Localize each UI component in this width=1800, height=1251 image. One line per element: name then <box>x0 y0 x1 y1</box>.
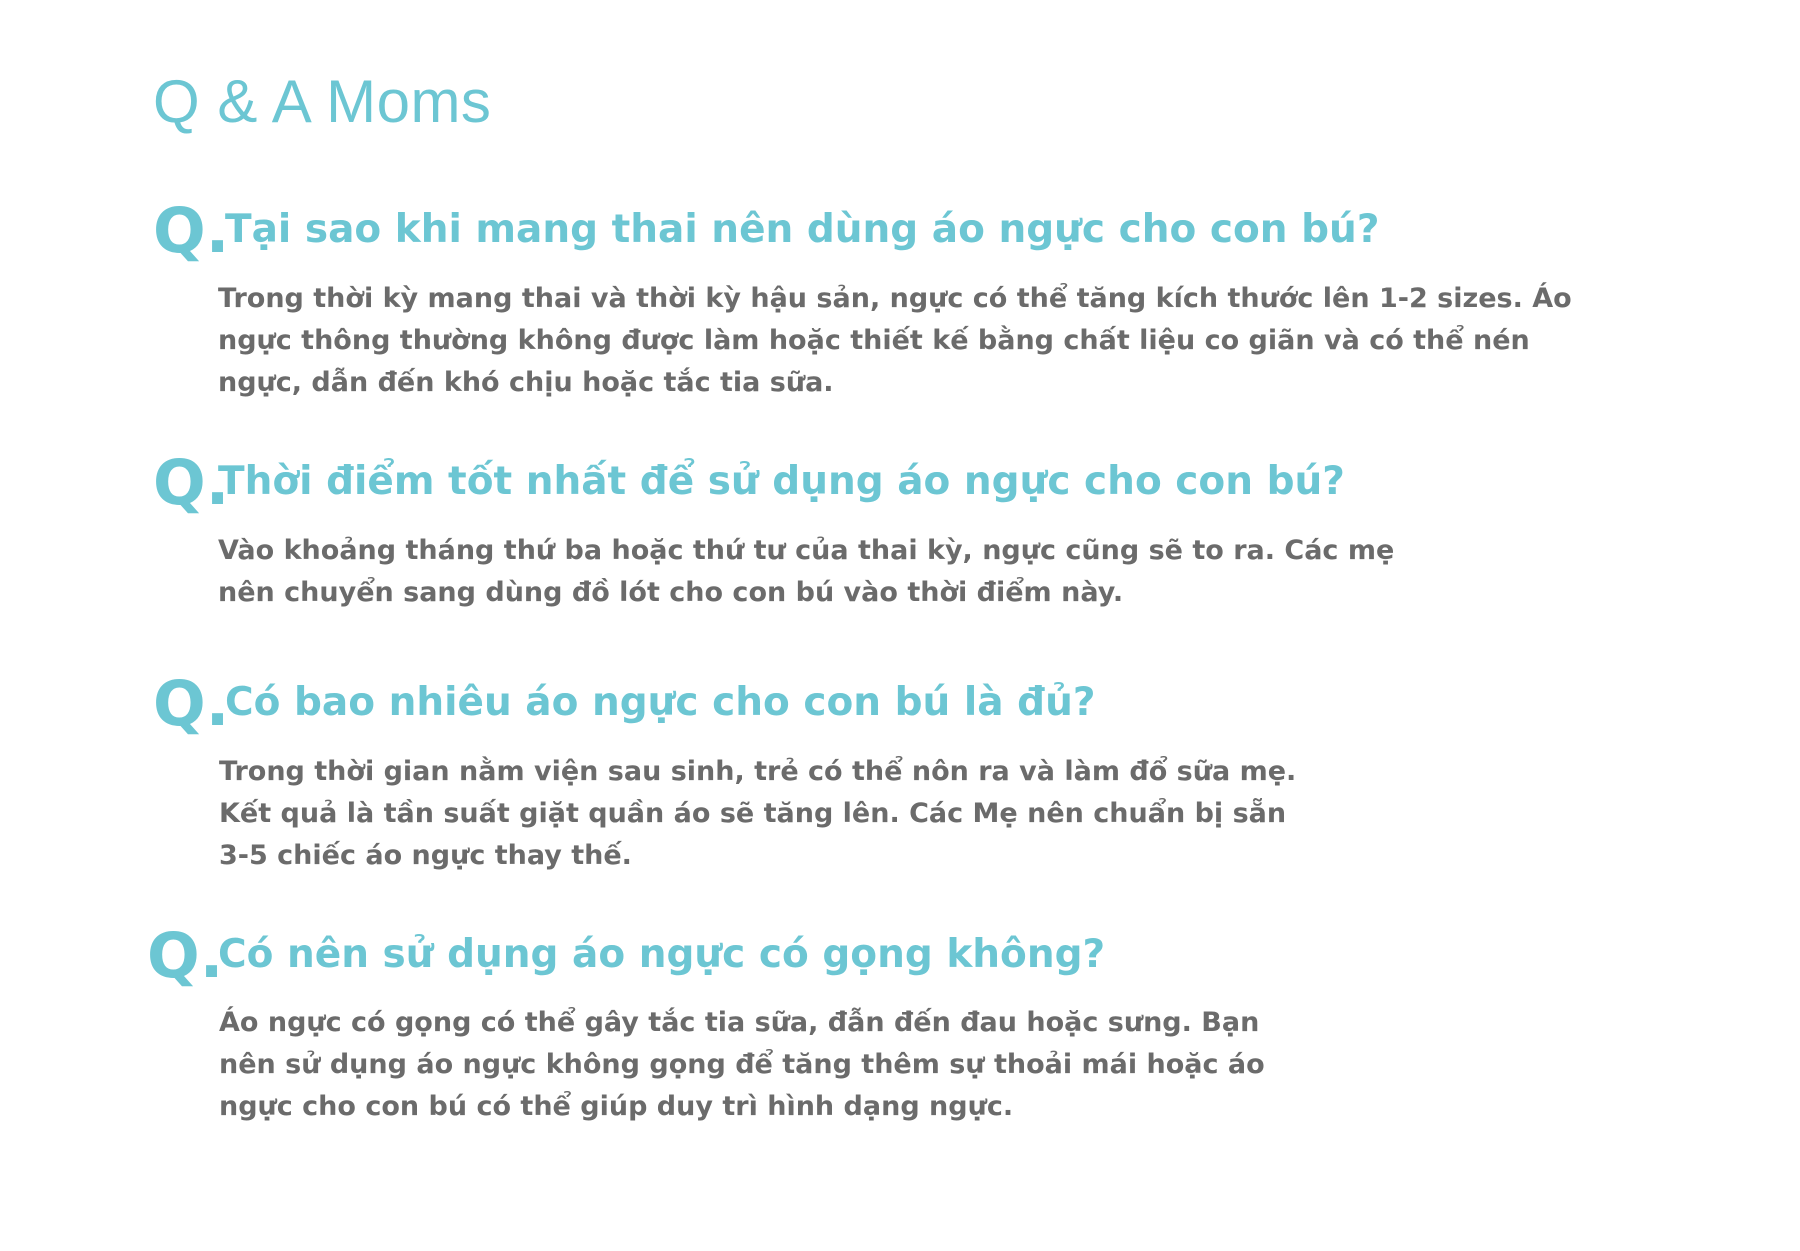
q-marker: Q. <box>153 667 230 740</box>
answer-text <box>219 1002 1265 1128</box>
answer-line: Kết quả là tần suất giặt quần áo sẽ tăng lên. Các Mẹ nên chuẩn bị sẵn <box>219 798 1287 829</box>
answer-line: ngực, dẫn đến khó chịu hoặc tắc tia sữa. <box>218 367 834 398</box>
q-marker: Q. <box>147 919 224 992</box>
question-heading: Thời điểm tốt nhất để sử dụng áo ngực cho con bú? <box>218 459 1345 504</box>
answer-line: ngực cho con bú có thể giúp duy trì hình dạng ngực. <box>219 1091 1014 1122</box>
answer-line: nên sử dụng áo ngực không gọng để tăng thêm sự thoải mái hoặc áo <box>219 1049 1265 1080</box>
question-heading: Có bao nhiêu áo ngực cho con bú là đủ? <box>225 680 1096 725</box>
answer-line: Trong thời kỳ mang thai và thời kỳ hậu sản, ngực có thể tăng kích thước lên 1-2 sizes. Áo <box>218 283 1572 314</box>
page-title: Q & A Moms <box>153 68 492 135</box>
q-marker: Q. <box>153 446 230 519</box>
answer-line: Vào khoảng tháng thứ ba hoặc thứ tư của thai kỳ, ngực cũng sẽ to ra. Các mẹ <box>218 535 1395 566</box>
answer-line: 3-5 chiếc áo ngực thay thế. <box>219 840 632 871</box>
question-heading: Tại sao khi mang thai nên dùng áo ngực cho con bú? <box>225 207 1380 252</box>
q-marker: Q. <box>153 194 230 267</box>
question-heading: Có nên sử dụng áo ngực có gọng không? <box>218 932 1106 977</box>
answer-text <box>219 751 1296 877</box>
answer-text <box>218 278 1572 404</box>
answer-line: Áo ngực có gọng có thể gây tắc tia sữa, đẫn đến đau hoặc sưng. Bạn <box>219 1007 1260 1038</box>
answer-line: Trong thời gian nằm viện sau sinh, trẻ có thể nôn ra và làm đổ sữa mẹ. <box>219 756 1297 787</box>
answer-line: nên chuyển sang dùng đồ lót cho con bú vào thời điểm này. <box>218 577 1124 608</box>
answer-text <box>218 530 1394 614</box>
answer-line: ngực thông thường không được làm hoặc thiết kế bằng chất liệu co giãn và có thể nén <box>218 325 1530 356</box>
